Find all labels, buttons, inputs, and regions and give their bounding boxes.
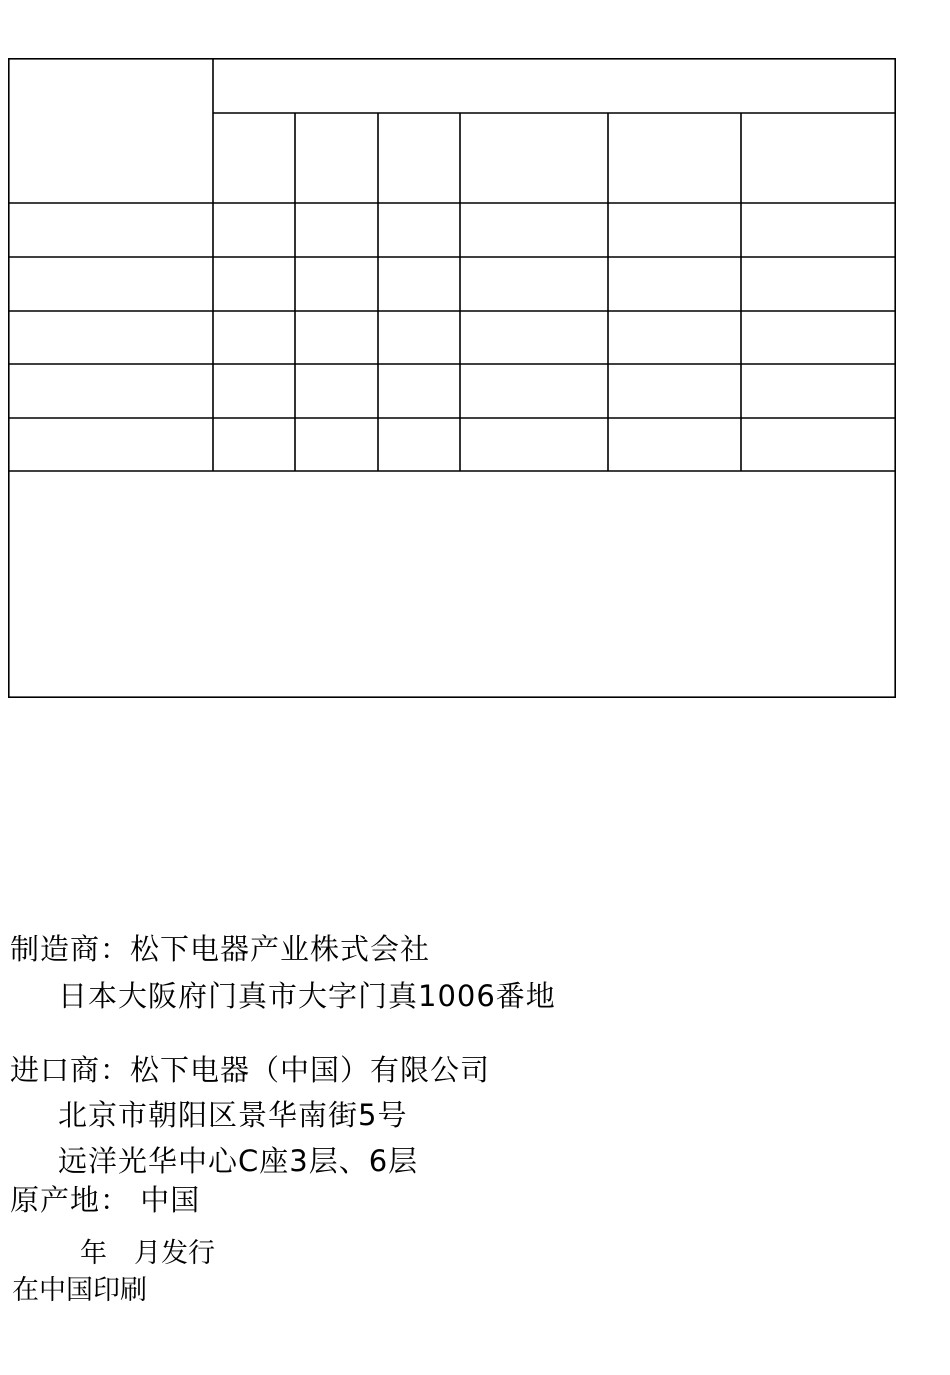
issue-date: 年 月发行 xyxy=(80,1238,215,1269)
table-border xyxy=(9,59,895,697)
origin-line: 原产地： 中国 xyxy=(10,1183,201,1217)
empty-form-table xyxy=(8,58,896,698)
manufacturer-line: 制造商：松下电器产业株式会社 xyxy=(10,932,431,966)
importer-line: 进口商：松下电器（中国）有限公司 xyxy=(10,1053,491,1087)
importer-address-line1: 北京市朝阳区景华南街5号 xyxy=(58,1098,408,1132)
manufacturer-address: 日本大阪府门真市大字门真1006番地 xyxy=(58,979,556,1013)
printed-in: 在中国印刷 xyxy=(12,1275,147,1306)
importer-address-line2: 远洋光华中心C座3层、6层 xyxy=(58,1144,419,1178)
table-grid xyxy=(8,58,896,698)
